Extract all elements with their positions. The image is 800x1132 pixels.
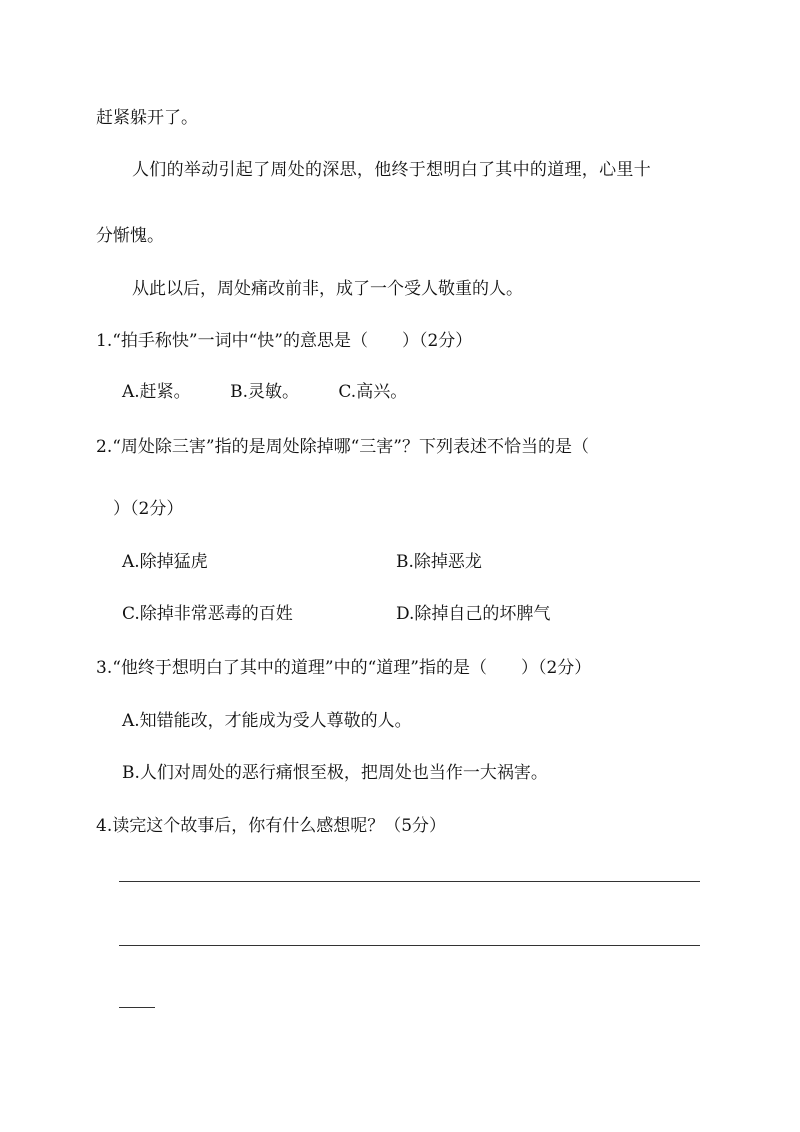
answer-line[interactable]: [119, 1007, 155, 1008]
answer-line[interactable]: [119, 881, 700, 882]
option-a: A.知错能改，才能成为受人尊敬的人。: [122, 711, 412, 731]
passage-line: 分惭愧。: [96, 226, 164, 246]
option-b: B.人们对周处的恶行痛恨至极，把周处也当作一大祸害。: [122, 763, 548, 783]
question-1-options: [122, 381, 441, 403]
passage-line: 从此以后，周处痛改前非，成了一个受人敬重的人。: [132, 279, 523, 299]
question-1: 1.“拍手称快”一词中“快”的意思是（ ）（2分）: [96, 331, 473, 351]
option-a: A.除掉猛虎: [122, 552, 208, 572]
option-a: A.赶紧。: [122, 382, 191, 402]
option-c: C.高兴。: [338, 382, 408, 402]
question-4: 4.读完这个故事后，你有什么感想呢？（5分）: [96, 816, 447, 836]
passage-line: 赶紧躲开了。: [96, 108, 198, 128]
question-2: 2.“周处除三害”指的是周处除掉哪“三害”？下列表述不恰当的是（: [96, 437, 589, 457]
option-c: C.除掉非常恶毒的百姓: [122, 604, 293, 624]
option-d: D.除掉自己的坏脾气: [396, 604, 551, 624]
question-3: 3.“他终于想明白了其中的道理”中的“道理”指的是（ ）（2分）: [96, 658, 592, 678]
option-b: B.灵敏。: [230, 382, 299, 402]
passage-line: 人们的举动引起了周处的深思，他终于想明白了其中的道理，心里十: [132, 160, 651, 180]
answer-line[interactable]: [119, 945, 700, 946]
question-2-continued: ）（2分）: [113, 499, 184, 519]
option-b: B.除掉恶龙: [396, 552, 482, 572]
